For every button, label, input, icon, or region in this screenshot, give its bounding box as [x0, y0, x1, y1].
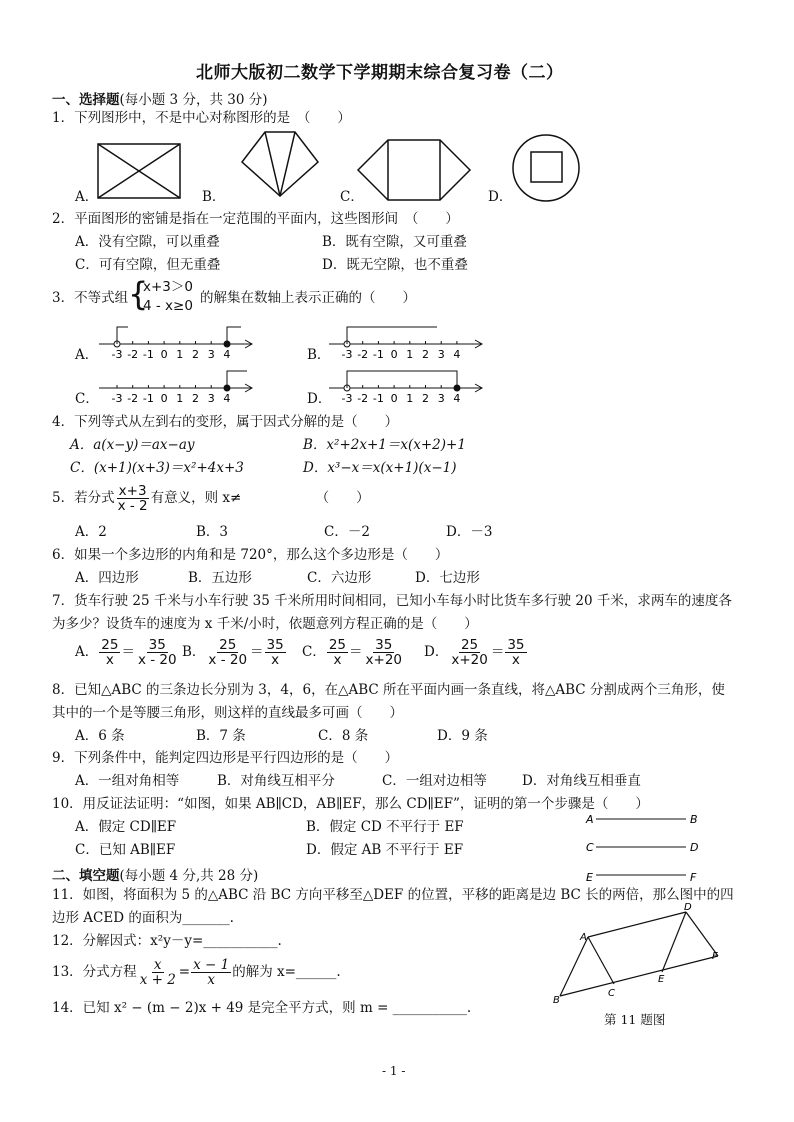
- q12-stem: 12．分解因式：x²y－y=___________.: [52, 933, 282, 949]
- q9-option-c[interactable]: C．一组对边相等: [382, 773, 487, 789]
- q13-eq: =: [178, 964, 191, 980]
- q3-d-tick-label: -1: [372, 392, 384, 405]
- q7-d-frac-1: [449, 638, 489, 667]
- q7-b-den-2: x: [271, 652, 280, 668]
- q2-option-b[interactable]: B．既有空隙，又可重叠: [322, 234, 467, 250]
- section-fill-note: (每小题 4 分,共 28 分): [119, 868, 259, 884]
- q7-b-num-1: 25: [219, 637, 237, 653]
- q5-denominator: x - 2: [117, 498, 148, 514]
- q7-d-num-2: 35: [507, 637, 525, 653]
- q5-suffix: 有意义，则 x≠ （ ）: [150, 490, 370, 506]
- q3-b-tick-label: 4: [453, 348, 461, 361]
- q3-numberline-a: [95, 320, 265, 362]
- q7-option-b[interactable]: [182, 638, 287, 667]
- q6-option-a[interactable]: A．四边形: [75, 570, 139, 586]
- q9-stem: 9．下列条件中，能判定四边形是平行四边形的是（ ）: [52, 750, 399, 766]
- q7-a-frac-1: [99, 638, 120, 667]
- q3-c-tick-label: -3: [111, 392, 123, 405]
- q7-d-eq: ＝: [490, 644, 505, 660]
- q7-a-label: A．: [75, 644, 99, 660]
- q7-d-frac-2: [505, 638, 526, 667]
- q3-a-tick-label: 4: [223, 348, 231, 361]
- q1-option-a[interactable]: A．: [75, 189, 99, 205]
- page-title: 北师大版初二数学下学期期末综合复习卷（二）: [196, 63, 564, 83]
- q11-fig-label-d: D: [684, 902, 692, 913]
- q7-c-den-2: x+20: [365, 652, 403, 668]
- q3-c-tick-label: 3: [207, 392, 215, 405]
- q7-option-a[interactable]: [75, 638, 180, 667]
- q7-c-frac-2: [364, 638, 404, 667]
- q3-ineq-1: x+3＞0: [143, 279, 193, 295]
- q8-option-b[interactable]: B．7 条: [196, 728, 246, 744]
- q10-fig-label-f: F: [690, 871, 697, 884]
- q10-fig-label-c: C: [586, 841, 594, 854]
- q5-fraction: [116, 484, 150, 513]
- section-choice-title: 一、选择题: [52, 92, 120, 108]
- q3-a-tick-label: 0: [160, 348, 168, 361]
- q1-figure-c: [358, 140, 470, 200]
- q7-d-den-1: x+20: [451, 652, 488, 668]
- q7-d-den-2: x: [511, 652, 520, 668]
- q11-figure: [546, 900, 726, 1010]
- q8-option-c[interactable]: C．8 条: [318, 728, 369, 744]
- q1-figure-b: [242, 132, 318, 196]
- q9-option-a[interactable]: A．一组对角相等: [75, 773, 180, 789]
- q10-fig-label-a: A: [586, 813, 594, 826]
- q3-brace: {: [128, 275, 149, 313]
- q3-a-tick-label: -3: [111, 348, 123, 361]
- q9-option-b[interactable]: B．对角线互相平分: [217, 773, 335, 789]
- q13-frac-1: [138, 958, 178, 987]
- q7-c-num-1: 25: [328, 637, 347, 653]
- q11-line-1: 11．如图，将面积为 5 的△ABC 沿 BC 方向平移至△DEF 的位置，平移的距离是边 BC 长的两倍，那么图中的四: [52, 887, 734, 903]
- q3-a-tick-label: 2: [192, 348, 199, 361]
- q3-d-tick-label: -2: [357, 392, 369, 405]
- q11-line-2: 边形 ACED 的面积为_______.: [52, 910, 234, 926]
- q13-suffix: 的解为 x=______.: [232, 964, 341, 980]
- q2-option-a[interactable]: A．没有空隙，可以重叠: [75, 234, 220, 250]
- q7-a-eq: ＝: [121, 644, 135, 660]
- q11-figure-caption: 第 11 题图: [604, 1012, 666, 1027]
- q3-ineq-2: 4 - x≥0: [143, 298, 193, 314]
- q10-option-b[interactable]: B．假定 CD 不平行于 EF: [306, 819, 464, 835]
- q3-c-tick-label: 4: [223, 392, 231, 405]
- q13-den-1: x + 2: [139, 972, 176, 988]
- q11-fig-label-f: F: [712, 951, 718, 962]
- q3-option-d[interactable]: D．: [307, 391, 332, 407]
- q5-option-c[interactable]: C．－2: [324, 524, 370, 540]
- q3-c-tick-label: -2: [127, 392, 139, 405]
- q7-c-label: C．: [302, 644, 326, 660]
- q11-fig-label-b: B: [553, 995, 560, 1006]
- q10-stem: 10．用反证法证明：“如图，如果 AB∥CD，AB∥EF，那么 CD∥EF”，证明的第一个步骤是（ ）: [52, 796, 649, 812]
- q1-option-c[interactable]: C．: [340, 189, 364, 205]
- q7-a-den-1: x: [105, 652, 114, 668]
- q5-line: [52, 484, 370, 513]
- q7-a-den-2: x - 20: [137, 652, 177, 668]
- q13-num-2: x − 1: [193, 957, 230, 973]
- q3-a-tick-label: -2: [127, 348, 139, 361]
- q7-b-frac-2: [265, 638, 286, 667]
- q4-option-a[interactable]: A．a(x−y)＝ax−ay: [70, 437, 195, 453]
- q5-prefix: 5．若分式: [52, 490, 115, 506]
- q3-d-tick-label: 4: [453, 392, 461, 405]
- q7-c-eq: ＝: [349, 644, 363, 660]
- q7-b-num-2: 35: [266, 637, 284, 653]
- q7-a-num-2: 35: [148, 637, 166, 653]
- q7-option-c[interactable]: [302, 638, 405, 667]
- q7-line-2: 为多少？设货车的速度为 x 千米/小时，依题意列方程正确的是（ ）: [52, 616, 478, 632]
- q1-figure-d: [513, 135, 579, 201]
- q3-c-tick-label: 1: [176, 392, 184, 405]
- q5-numerator: x+3: [118, 483, 147, 499]
- q8-option-a[interactable]: A．6 条: [75, 728, 125, 744]
- q3-prefix: 3．不等式组: [52, 290, 129, 306]
- q3-b-tick-label: 0: [390, 348, 398, 361]
- q7-d-num-1: 25: [460, 637, 479, 653]
- q7-c-frac-1: [327, 638, 348, 667]
- q2-option-c[interactable]: C．可有空隙，但无重叠: [75, 257, 221, 273]
- q11-fig-label-c: C: [608, 988, 615, 999]
- q7-a-num-1: 25: [101, 637, 119, 653]
- q5-option-b[interactable]: B．3: [196, 524, 229, 540]
- q13-line: [52, 958, 341, 987]
- q7-a-frac-2: [136, 638, 179, 667]
- q7-b-label: B．: [182, 644, 206, 660]
- q3-b-tick-label: 2: [422, 348, 429, 361]
- q10-fig-label-d: D: [690, 841, 699, 854]
- q4-option-c[interactable]: C．(x+1)(x+3)＝x²+4x+3: [70, 460, 244, 476]
- section-choice-heading: [52, 88, 267, 108]
- q10-fig-label-e: E: [586, 871, 593, 884]
- q8-line-2: 其中的一个是等腰三角形，则这样的直线最多可画（ ）: [52, 705, 403, 721]
- q3-b-tick-label: -2: [357, 348, 369, 361]
- q3-numberline-d: [325, 364, 495, 406]
- q10-figure: [584, 810, 714, 884]
- q7-b-frac-1: [206, 638, 249, 667]
- q8-line-1: 8．已知△ABC 的三条边长分别为 3，4，6，在△ABC 所在平面内画一条直线，将△ABC 分割成两个三角形，使: [52, 682, 725, 698]
- q3-d-tick-label: -3: [341, 392, 353, 405]
- q3-option-c[interactable]: C．: [75, 391, 99, 407]
- q7-b-den-1: x - 20: [208, 652, 248, 668]
- q1-figures: [60, 128, 600, 206]
- q13-den-2: x: [207, 972, 215, 988]
- q3-b-tick-label: -1: [372, 348, 384, 361]
- q3-d-tick-label: 3: [437, 392, 445, 405]
- q3-c-tick-label: 2: [192, 392, 199, 405]
- q6-option-c[interactable]: C．六边形: [307, 570, 372, 586]
- q3-b-tick-label: 1: [406, 348, 414, 361]
- q3-d-tick-label: 1: [406, 392, 414, 405]
- q7-c-num-2: 35: [375, 637, 393, 653]
- q6-option-d[interactable]: D．七边形: [415, 570, 480, 586]
- q3-a-tick-label: 1: [176, 348, 184, 361]
- q7-b-eq: ＝: [250, 644, 264, 660]
- q3-option-a[interactable]: A．: [75, 347, 99, 363]
- section-fill-heading: [52, 864, 258, 884]
- q7-c-den-1: x: [333, 652, 342, 668]
- q1-stem: 1．下列图形中，不是中心对称图形的是 （ ）: [52, 110, 351, 126]
- q5-option-a[interactable]: A．2: [75, 524, 107, 540]
- q1-figure-a: [98, 144, 180, 198]
- q6-option-b[interactable]: B．五边形: [188, 570, 252, 586]
- q13-num-1: x: [153, 957, 162, 973]
- q3-b-tick-label: -3: [341, 348, 353, 361]
- q13-prefix: 13．分式方程: [52, 964, 137, 980]
- q14-stem: 14．已知 x² − (m − 2)x + 49 是完全平方式，则 m = ___________.: [52, 1000, 472, 1016]
- q4-option-d[interactable]: D．x³−x＝x(x+1)(x−1): [303, 460, 457, 476]
- q1-option-d[interactable]: D．: [488, 189, 513, 205]
- q3-c-tick-label: -1: [142, 392, 154, 405]
- section-fill-title: 二、填空题: [52, 868, 120, 884]
- q7-option-d[interactable]: [424, 638, 528, 667]
- q2-stem: 2．平面图形的密铺是指在一定范围的平面内，这些图形间 （ ）: [52, 211, 459, 227]
- q3-d-tick-label: 2: [422, 392, 429, 405]
- q3-a-tick-label: -1: [142, 348, 154, 361]
- q9-option-d[interactable]: D．对角线互相垂直: [522, 773, 641, 789]
- q6-stem: 6．如果一个多边形的内角和是 720°，那么这个多边形是（ ）: [52, 547, 449, 563]
- q3-numberline-b: [325, 320, 495, 362]
- q4-option-b[interactable]: B．x²+2x+1＝x(x+2)+1: [303, 437, 466, 453]
- q3-a-tick-label: 3: [207, 348, 215, 361]
- q1-option-b[interactable]: B．: [202, 189, 226, 205]
- q3-d-tick-label: 0: [390, 392, 398, 405]
- q11-fig-label-e: E: [658, 974, 665, 985]
- q2-option-d[interactable]: D．既无空隙，也不重叠: [322, 257, 468, 273]
- q3-numberline-c: [95, 364, 265, 406]
- q10-fig-label-b: B: [690, 813, 698, 826]
- q5-option-d[interactable]: D．－3: [446, 524, 493, 540]
- q3-suffix: 的解集在数轴上表示正确的（ ）: [200, 290, 416, 306]
- q3-option-b[interactable]: B．: [307, 347, 331, 363]
- q7-line-1: 7．货车行驶 25 千米与小车行驶 35 千米所用时间相同，已知小车每小时比货车多行驶 20 千米，求两车的速度各: [52, 593, 732, 609]
- q8-option-d[interactable]: D．9 条: [437, 728, 488, 744]
- q10-option-c[interactable]: C．已知 AB∥EF: [75, 842, 176, 858]
- q13-frac-2: [191, 958, 231, 987]
- q4-stem: 4．下列等式从左到右的变形，属于因式分解的是（ ）: [52, 414, 399, 430]
- q10-option-a[interactable]: A．假定 CD∥EF: [75, 819, 177, 835]
- q11-fig-label-a: A: [580, 932, 587, 943]
- q10-option-d[interactable]: D．假定 AB 不平行于 EF: [306, 842, 464, 858]
- section-choice-note: (每小题 3 分，共 30 分): [119, 92, 268, 108]
- page-number: - 1 -: [382, 1064, 406, 1078]
- q7-d-label: D．: [424, 644, 449, 660]
- q3-b-tick-label: 3: [437, 348, 445, 361]
- q3-c-tick-label: 0: [160, 392, 168, 405]
